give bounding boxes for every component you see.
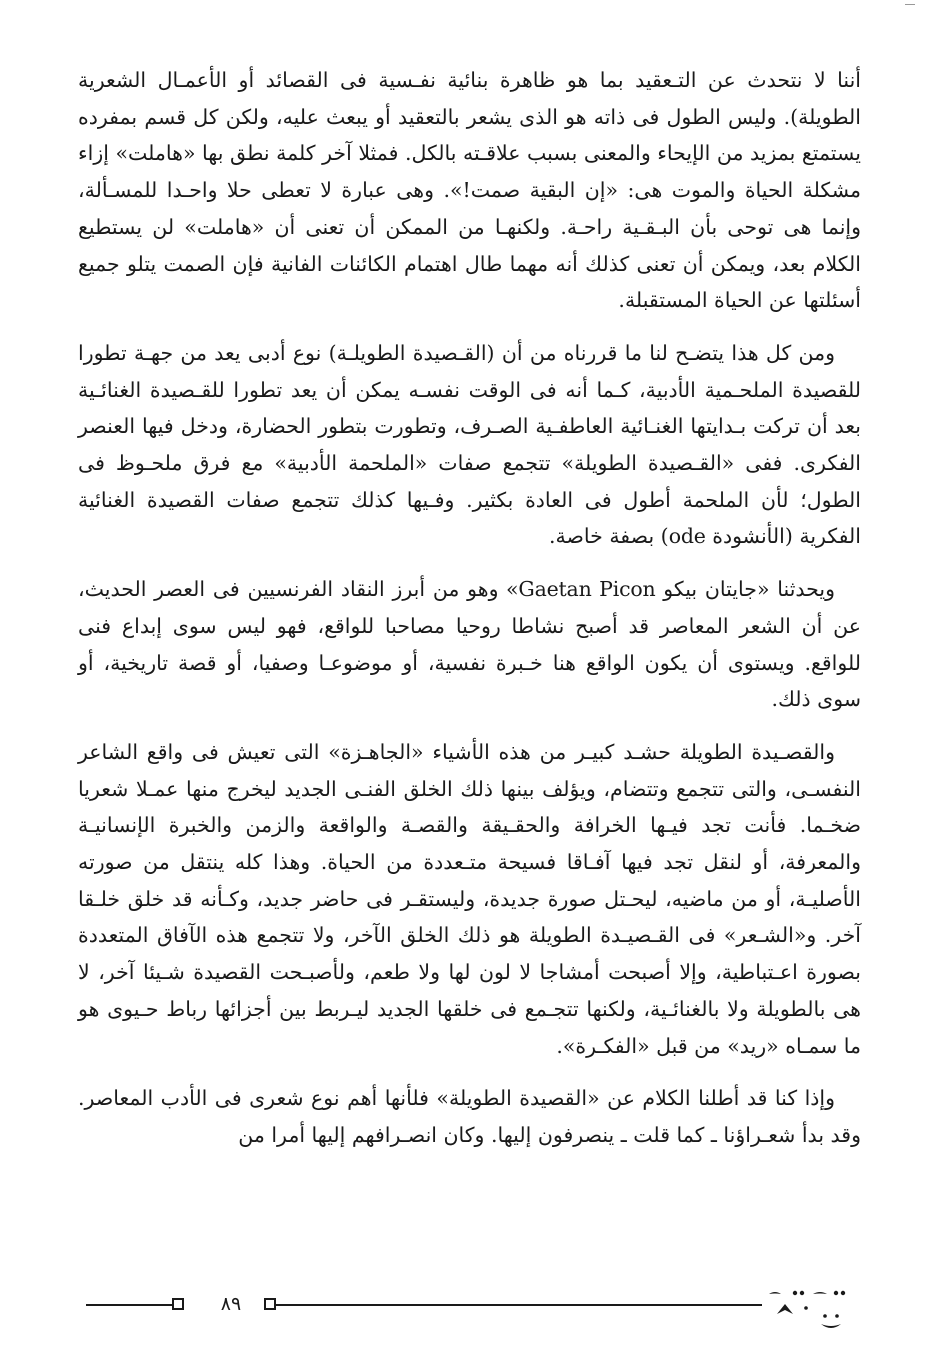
- page-edge-mark: [905, 4, 915, 5]
- paragraph-4: والقصـيدة الطويلة حشـد كبيـر من هذه الأشياء «الجاهـزة» التى تعيش فى واقع الشاعر النفسـى، والتى تتجمع وتتضام، ويؤلف بينها ذلك الخلق الفنـى الجديد ليخرج منها عمـلا شعريا ضخـما. فأنت تجد فيـها الخرافة والحقـيقة والقصـة والواقعة والزمن والخبرة الإنسانيـة والمعرفة، أو لنقل تجد فيها آفـاقا فسيحة متـعددة من الحياة. وهذا كله ينتقل من صورته الأصليـة، أو من ماضيه، ليحـتل صورة جديدة، وليستقـر فى حاضر جديد، وكـأنه قد خلق خلـقا آخر. و«الشـعر» فى القـصيـدة الطويلة هو ذلك الخلق الآخر، ولا تتجمع هذه الآفاق المتعددة بصورة اعـتباطية، وإلا أصبحت أمشاجا لا لون لها ولا طعم، ولأصبـحت القصيدة شـيئا آخر، لا هى بالطويلة ولا بالغنائـية، ولكنها تتجـمع فى خلقها الجديد ليـربط بين أجزائها رباط حـيوى هو ما سمـاه «ريد» من قبل «الفكـرة».: [78, 739, 861, 1058]
- decorative-dots-ornament-icon: [765, 1288, 847, 1340]
- footer-box-left: [172, 1298, 184, 1310]
- page-number: ٨٩: [220, 1293, 242, 1315]
- footer-box-right: [264, 1298, 276, 1310]
- paragraph-5: وإذا كنا قد أطلنا الكلام عن «القصيدة الطويلة» فلأنها أهم نوع شعرى فى الأدب المعاصر. وقد بدأ شعـراؤنا ـ كما قلت ـ ينصرفون إليها. وكان انصـرافهم إليها أمرا من: [78, 1086, 861, 1147]
- body-text: [78, 62, 861, 1170]
- footer-rule-right: [276, 1304, 762, 1306]
- paragraph-1: أننا لا نتحدث عن التـعقيد بما هو ظاهرة بنائية نفـسية فى القصائد أو الأعمـال الشعرية الطويلة). وليس الطول فى ذاته هو الذى يشعر بالتعقيد أو يبعث عليه، ولكن كل قسم بمفرده يستمتع بمزيد من الإيحاء والمعنى بسبب علاقـته بالكل. فمثلا آخر كلمة نطق بها «هاملت» إزاء مشكلة الحياة والموت هى: «إن البقية صمت!». وهى عبارة لا تعطى حلا واحـدا للمسـألة، وإنما هى توحى بأن البـقـية راحـة. ولكنهـا من الممكن أن تعنى أن «هاملت» لن يستطيع الكلام بعد، ويمكن أن تعنى كذلك أنه مهما طال اهتمام الكائنات الفانية فإن الصمت يتلو جميع أسئلتها عن الحياة المستقبلة.: [78, 68, 861, 313]
- footer-rule-left: [86, 1304, 172, 1306]
- paragraph-3: ويحدثنا «جايتان بيكو Gaetan Picon» وهو من أبرز النقاد الفرنسيين فى العصر الحديث، عن أن الشعر المعاصر قد أصبح نشاطا روحيا مصاحبا للواقع، فهو ليس سوى إبداع فنى للواقع. ويستوى أن يكون الواقع هنا خـبرة نفسية، أو موضوعـا وصفيا، أو قصة تاريخية، أو سوى ذلك.: [78, 577, 861, 712]
- page-footer: [0, 1285, 925, 1345]
- paragraph-2: ومن كل هذا يتضـح لنا ما قررناه من أن (القـصيدة الطويلـة) نوع أدبى يعد من جهـة تطورا للقصيدة الملحـمية الأدبية، كـما أنه فى الوقت نفسـه يمكن أن يعد تطورا للقـصيدة الغنائـية بعد أن تركت بـدايتها الغنـائية العاطفـية الصـرف، وتطورت بتطور الحضارة، ودخل فيها العنصر الفكرى. ففى «القـصيدة الطويلة» تتجمع صفات «الملحمة الأدبية» مع فرق ملحـوظ فى الطول؛ لأن الملحمة أطول فى العادة بكثير. وفـيها كذلك تتجمع صفات القصيدة الغنائية الفكرية (الأنشودة ode) بصفة خاصة.: [78, 340, 861, 549]
